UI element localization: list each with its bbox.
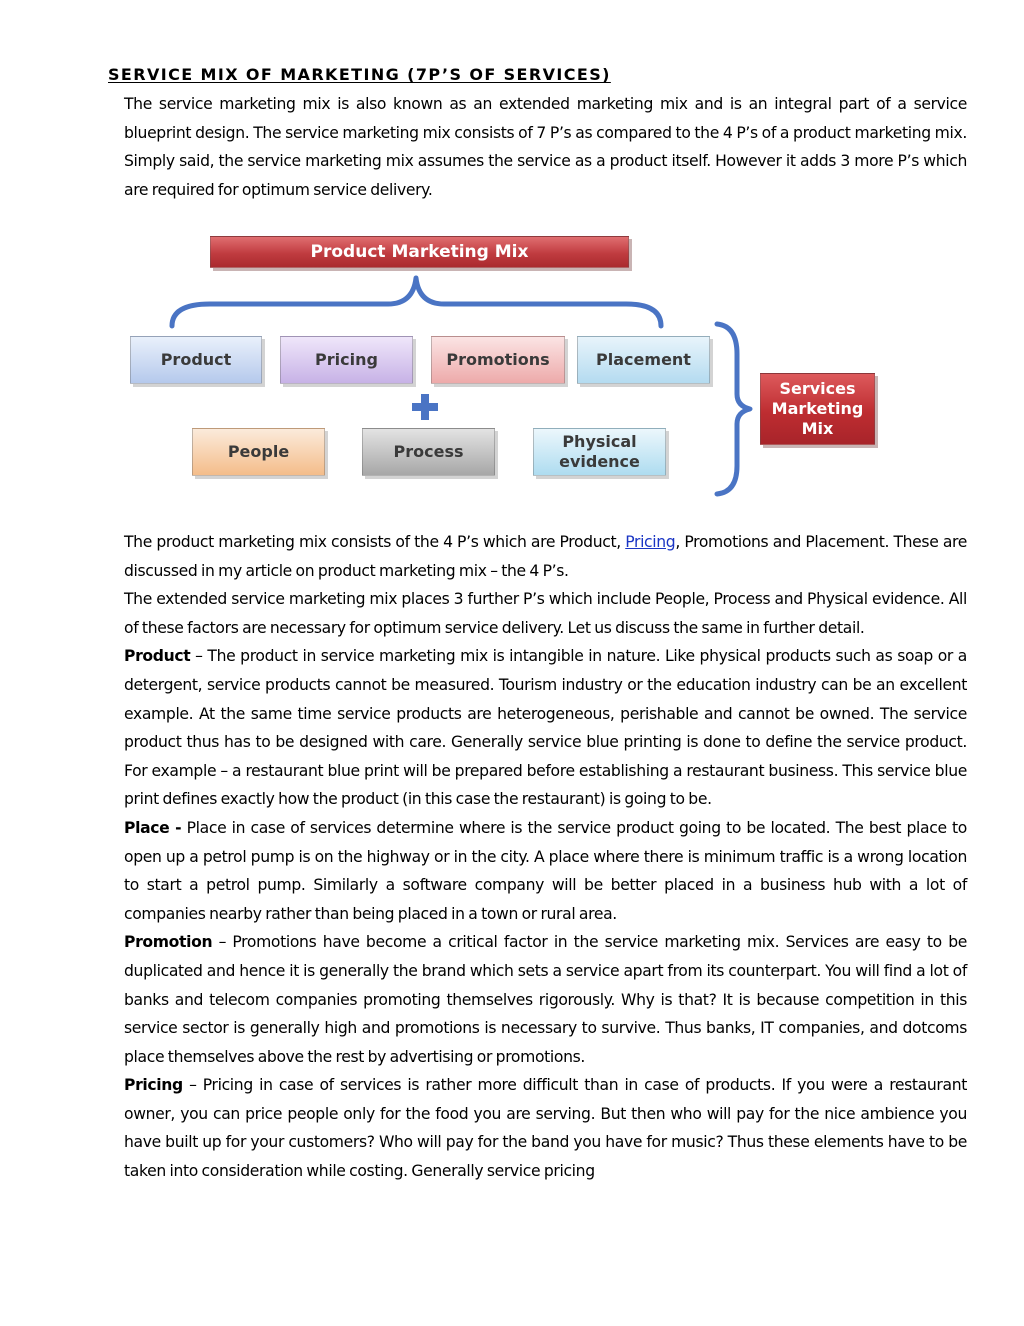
physical-evidence-box: Physical evidence xyxy=(533,428,666,476)
section-term: Pricing xyxy=(124,1076,183,1095)
body-text xyxy=(124,528,967,1186)
pricing-section xyxy=(124,1071,967,1185)
section-term: Place - xyxy=(124,818,182,837)
mix-intro-text: The product marketing mix consists of the 4 P’s which are Product, xyxy=(124,533,626,551)
right-brace xyxy=(717,324,750,494)
placement-box: Placement xyxy=(577,336,710,384)
pricing-box: Pricing xyxy=(280,336,413,384)
section-text: – Pricing in case of services is rather more difficult than in case of products. If you were a restaurant owner, you can price people only for the food you are serving. But then who will pay for the nice ambience you have built up for your customers? Who will pay for the band you have for music? Thus these elements have to be taken into consideration while costing. Generally service pricing xyxy=(124,1076,967,1181)
services-marketing-mix-box: Services Marketing Mix xyxy=(760,373,875,445)
service-marketing-mix-diagram xyxy=(120,228,890,500)
pricing-link[interactable]: Pricing xyxy=(625,533,676,551)
section-text: – Promotions have become a critical factor in the service marketing mix. Services are easy to be duplicated and hence it is generally the brand which sets a service apart from its counterpart. You will find a lot of banks and telecom companies promoting themselves rigorously. Why is that? It is because competition in this service sector is generally high and promotions is necessary to survive. Thus banks, IT companies, and dotcoms place themselves above the rest by advertising or promotions. xyxy=(124,933,967,1066)
people-box: People xyxy=(192,428,325,476)
extended-mix-paragraph: The extended service marketing mix places 3 further P’s which include People, Process and Physical evidence. All of these factors are necessary for optimum service delivery. Let us discuss the same in further detail. xyxy=(124,590,967,637)
product-section xyxy=(124,642,967,814)
promotions-box: Promotions xyxy=(431,336,565,384)
process-box: Process xyxy=(362,428,495,476)
intro-paragraph: The service marketing mix is also known as an extended marketing mix and is an integral part of a service blueprint design. The service marketing mix consists of 7 P’s as compared to the 4 P’s of a product marketing mix. Simply said, the service marketing mix assumes the service as a product itself. However it adds 3 more P’s which are required for optimum service delivery. xyxy=(124,95,967,199)
promotion-section xyxy=(124,928,967,1071)
product-marketing-mix-header: Product Marketing Mix xyxy=(210,236,629,268)
section-term: Promotion xyxy=(124,933,213,952)
section-text: Place in case of services determine where is the service product going to be located. The best place to open up a petrol pump is on the highway or in the city. A place where there is minimum traffic is a wrong location to start a petrol pump. Similarly a software company will be better placed in a business hub with a lot of companies nearby rather than being placed in a town or rural area. xyxy=(124,818,967,923)
section-term: Product xyxy=(124,647,191,666)
top-brace xyxy=(172,278,661,326)
product-box: Product xyxy=(130,336,262,384)
plus-icon xyxy=(412,394,438,420)
place-section xyxy=(124,814,967,928)
page-title: SERVICE MIX OF MARKETING (7P’S OF SERVICES) xyxy=(108,65,611,84)
mix-intro-paragraph xyxy=(124,528,967,585)
section-text: – The product in service marketing mix is intangible in nature. Like physical products such as soap or a detergent, service products cannot be measured. Tourism industry or the education industry can be an excellent example. At the same time service products are heterogeneous, perishable and cannot be owned. The service product thus has to be designed with care. Generally service blue printing is done to define the service product. For example – a restaurant blue print will be prepared before establishing a restaurant business. This service blue print defines exactly how the product (in this case the restaurant) is going to be. xyxy=(124,647,967,809)
mix-intro-text-end: , Promotions and Placement. These are discussed in my article on product marketing mix – the 4 P’s. xyxy=(124,533,967,580)
